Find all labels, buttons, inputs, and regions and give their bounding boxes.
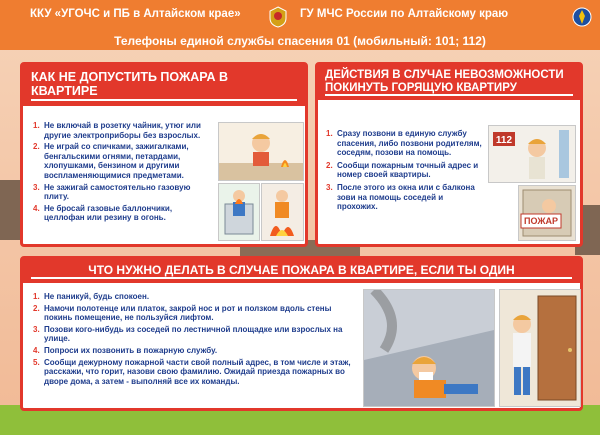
panel-title: ЧТО НУЖНО ДЕЛАТЬ В СЛУЧАЕ ПОЖАРА В КВАРТИРЕ, ЕСЛИ ТЫ ОДИН [23, 259, 580, 283]
list-item: 1. Не включай в розетку чайник, утюг или другие электроприборы без взрослых. [33, 121, 201, 140]
illustration-window-banner [518, 185, 576, 241]
header-banner [0, 0, 600, 50]
list-item: 4. Попроси их позвонить в пожарную службу. [33, 345, 218, 355]
illustration-balloons-in-fire [261, 183, 304, 241]
phone-112-sign: 112 [495, 135, 513, 146]
list-item: 5. Сообщи дежурному пожарной части свой полный адрес, в том числе и этаж, расскажи, что горит, назови свою фамилию. Ожидай приезда пожарных во дворе дома, а затем - выполняй все их команды. [33, 357, 351, 386]
coat-of-arms-icon [268, 6, 288, 28]
panel-title: ДЕЙСТВИЯ В СЛУЧАЕ НЕВОЗМОЖНОСТИ ПОКИНУТЬ ГОРЯЩУЮ КВАРТИРУ [318, 65, 580, 100]
panel-cannot-leave [315, 62, 583, 247]
banner-text: ПОЖАР [524, 216, 558, 226]
illustration-child-calling-112 [488, 125, 576, 183]
illustration-gas-stove [218, 183, 260, 241]
emercom-emblem-icon [572, 6, 592, 28]
list-item: 3. Не зажигай самостоятельно газовую плиту. [33, 182, 191, 202]
steps-list [326, 129, 486, 212]
list-item: 1. Сразу позвони в единую службу спасения, либо позвони родителям, соседям, позови на помощь. [326, 129, 482, 158]
list-item: 3. Позови кого-нибудь из соседей по лестничной площадке или взрослых на улице. [33, 324, 343, 344]
list-item: 2. Намочи полотенце или платок, закрой нос и рот и ползком вдоль стены покинь помещение, не пользуйся лифтом. [33, 303, 332, 323]
illustration-knocking-neighbor-door [499, 289, 581, 407]
list-item: 2. Не играй со спичками, зажигалками, бенгальскими огнями, петардами, хлопушками, бензином и другими воспламеняющимися предметами. [33, 142, 189, 180]
list-item: 2. Сообщи пожарным точный адрес и номер своей квартиры. [326, 160, 479, 180]
steps-list [33, 292, 351, 386]
panel-title: КАК НЕ ДОПУСТИТЬ ПОЖАРА В КВАРТИРЕ [23, 65, 305, 106]
illustration-child-with-matches [218, 122, 304, 181]
steps-list [33, 121, 211, 223]
header-phones: Телефоны единой службы спасения 01 (мобильный: 101; 112) [114, 34, 486, 48]
list-item: 4. Не бросай газовые баллончики, целлофан или резину в огонь. [33, 203, 173, 223]
header-left-org: ККУ «УГОЧС и ПБ в Алтайском крае» [30, 8, 241, 20]
panel-alone-in-fire [20, 256, 583, 411]
background-building [0, 180, 20, 240]
panel-fire-prevention [20, 62, 308, 247]
illustration-crawling-with-towel [363, 289, 495, 407]
header-right-org: ГУ МЧС России по Алтайскому краю [300, 8, 509, 20]
list-item: 1. Не паникуй, будь спокоен. [33, 292, 150, 301]
list-item: 3. После этого из окна или с балкона зови на помощь соседей и прохожих. [326, 182, 475, 212]
